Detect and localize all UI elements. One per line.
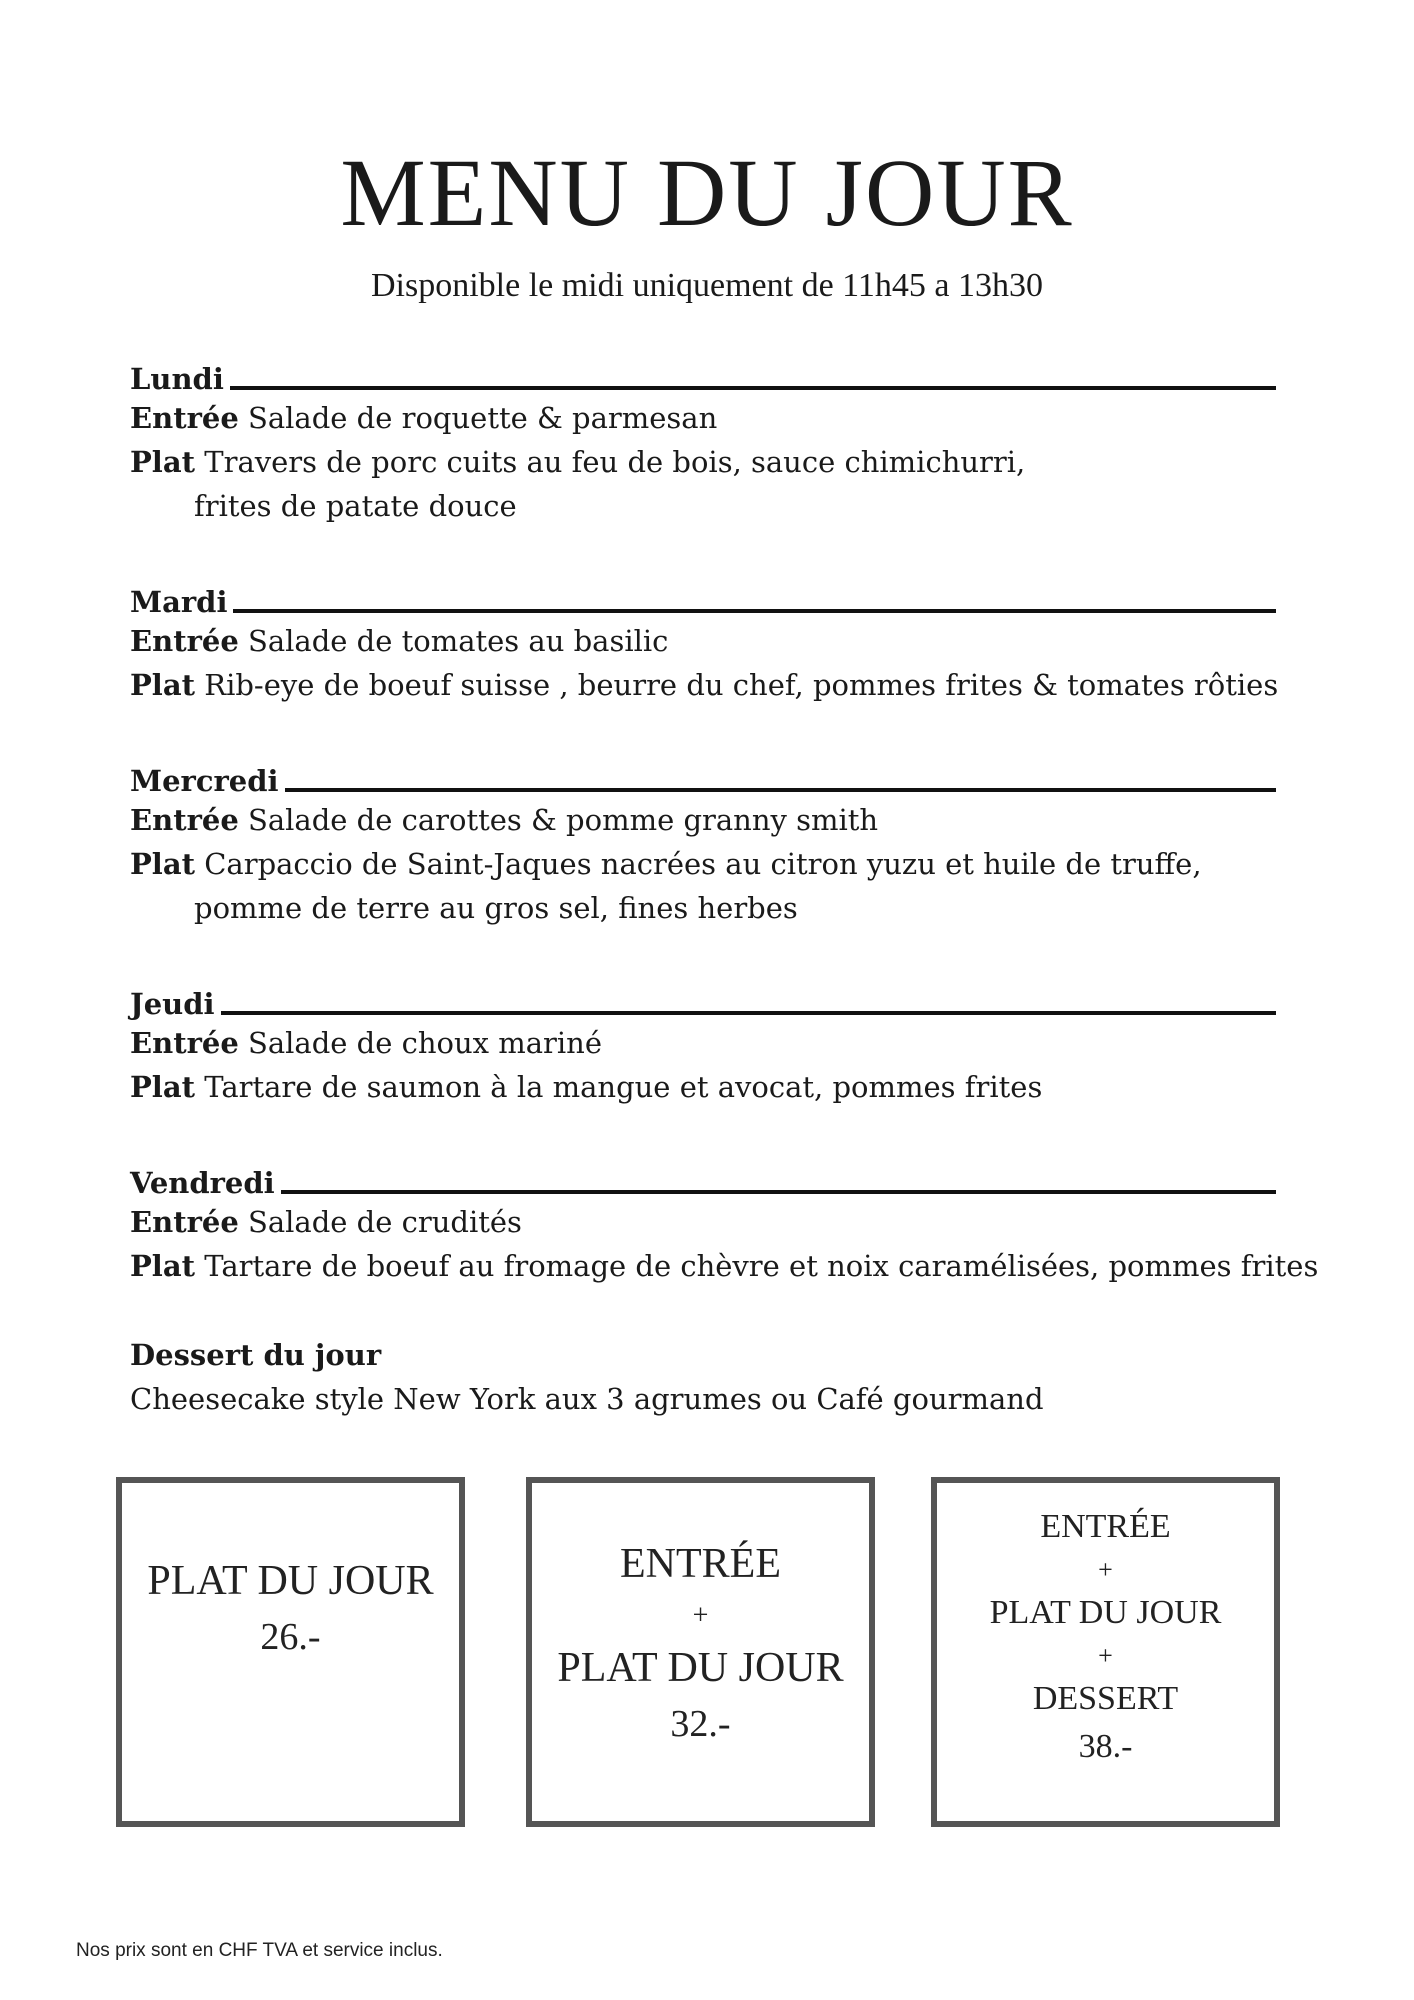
plus-sign: +: [1098, 1555, 1113, 1584]
plat-line: [130, 1065, 1276, 1109]
plat-text: Rib-eye de boeuf suisse , beurre du chef, pommes frites & tomates rôties: [204, 668, 1279, 702]
entree-label: Entrée: [130, 803, 239, 837]
formula-box-plat: [116, 1477, 465, 1827]
day-name: Vendredi: [130, 1166, 275, 1200]
plat-continuation: pomme de terre au gros sel, fines herbes: [194, 891, 798, 925]
formula-line-2: PLAT DU JOUR: [557, 1645, 844, 1691]
formula-price: 38.-: [1078, 1728, 1133, 1765]
plus-sign: +: [692, 1600, 709, 1631]
formula-name: PLAT DU JOUR: [147, 1558, 434, 1604]
plus-sign: +: [1098, 1641, 1113, 1670]
day-header: [130, 752, 1276, 798]
day-name: Jeudi: [130, 987, 215, 1021]
day-section-lundi: [130, 350, 1276, 528]
day-header: [130, 573, 1276, 619]
divider-line: [233, 609, 1276, 613]
day-name: Mardi: [130, 585, 228, 619]
footer-note: Nos prix sont en CHF TVA et service inclus.: [76, 1940, 443, 1961]
formula-line-1: ENTRÉE: [1040, 1508, 1171, 1545]
plat-text: Carpaccio de Saint-Jaques nacrées au citron yuzu et huile de truffe,: [204, 847, 1202, 881]
formula-line-2: PLAT DU JOUR: [989, 1594, 1222, 1631]
plat-continuation: frites de patate douce: [194, 489, 517, 523]
entree-line: [130, 396, 1276, 440]
entree-text: Salade de roquette & parmesan: [247, 401, 718, 435]
page-title: MENU DU JOUR: [340, 139, 1074, 246]
day-header: [130, 975, 1276, 1021]
entree-line: [130, 1021, 1276, 1065]
plat-label: Plat: [130, 1070, 196, 1104]
plat-text: Travers de porc cuits au feu de bois, sauce chimichurri,: [204, 445, 1026, 479]
plat-line: [130, 1244, 1319, 1288]
formula-price: 26.-: [260, 1616, 321, 1658]
entree-line: [130, 798, 1276, 842]
day-section-mardi: [130, 573, 1279, 707]
divider-line: [281, 1190, 1276, 1194]
day-header: [130, 1154, 1276, 1200]
entree-text: Salade de carottes & pomme granny smith: [247, 803, 879, 837]
plat-text: Tartare de saumon à la mangue et avocat, pommes frites: [204, 1070, 1043, 1104]
divider-line: [221, 1011, 1276, 1015]
entree-label: Entrée: [130, 624, 239, 658]
formula-box-entree-plat: [526, 1477, 875, 1827]
day-section-jeudi: [130, 975, 1276, 1109]
entree-text: Salade de crudités: [247, 1205, 522, 1239]
formula-price: 32.-: [670, 1703, 731, 1745]
plat-line: [130, 440, 1276, 484]
dessert-text: Cheesecake style New York aux 3 agrumes ou Café gourmand: [130, 1382, 1044, 1416]
entree-text: Salade de tomates au basilic: [247, 624, 669, 658]
page-subtitle: Disponible le midi uniquement de 11h45 a 13h30: [370, 267, 1044, 304]
day-header: [130, 350, 1276, 396]
formula-boxes: [116, 1477, 1284, 1827]
plat-line: [130, 663, 1279, 707]
weekly-menu: [130, 350, 1319, 1421]
entree-line: [130, 1200, 1276, 1244]
day-section-vendredi: [130, 1154, 1319, 1288]
entree-line: [130, 619, 1276, 663]
plat-label: Plat: [130, 445, 196, 479]
day-name: Lundi: [130, 362, 224, 396]
dessert-heading: Dessert du jour: [130, 1338, 382, 1372]
plat-label: Plat: [130, 668, 196, 702]
day-name: Mercredi: [130, 764, 279, 798]
plat-label: Plat: [130, 1249, 196, 1283]
plat-line: [130, 842, 1276, 886]
plat-text: Tartare de boeuf au fromage de chèvre et noix caramélisées, pommes frites: [204, 1249, 1319, 1283]
day-section-mercredi: [130, 752, 1276, 930]
entree-label: Entrée: [130, 1026, 239, 1060]
formula-box-entree-plat-dessert: [931, 1477, 1280, 1827]
divider-line: [285, 788, 1276, 792]
formula-line-3: DESSERT: [1032, 1680, 1179, 1717]
entree-text: Salade de choux mariné: [247, 1026, 602, 1060]
entree-label: Entrée: [130, 1205, 239, 1239]
formula-line-1: ENTRÉE: [620, 1541, 781, 1587]
dessert-section: [130, 1333, 1276, 1421]
plat-label: Plat: [130, 847, 196, 881]
entree-label: Entrée: [130, 401, 239, 435]
divider-line: [230, 386, 1276, 390]
